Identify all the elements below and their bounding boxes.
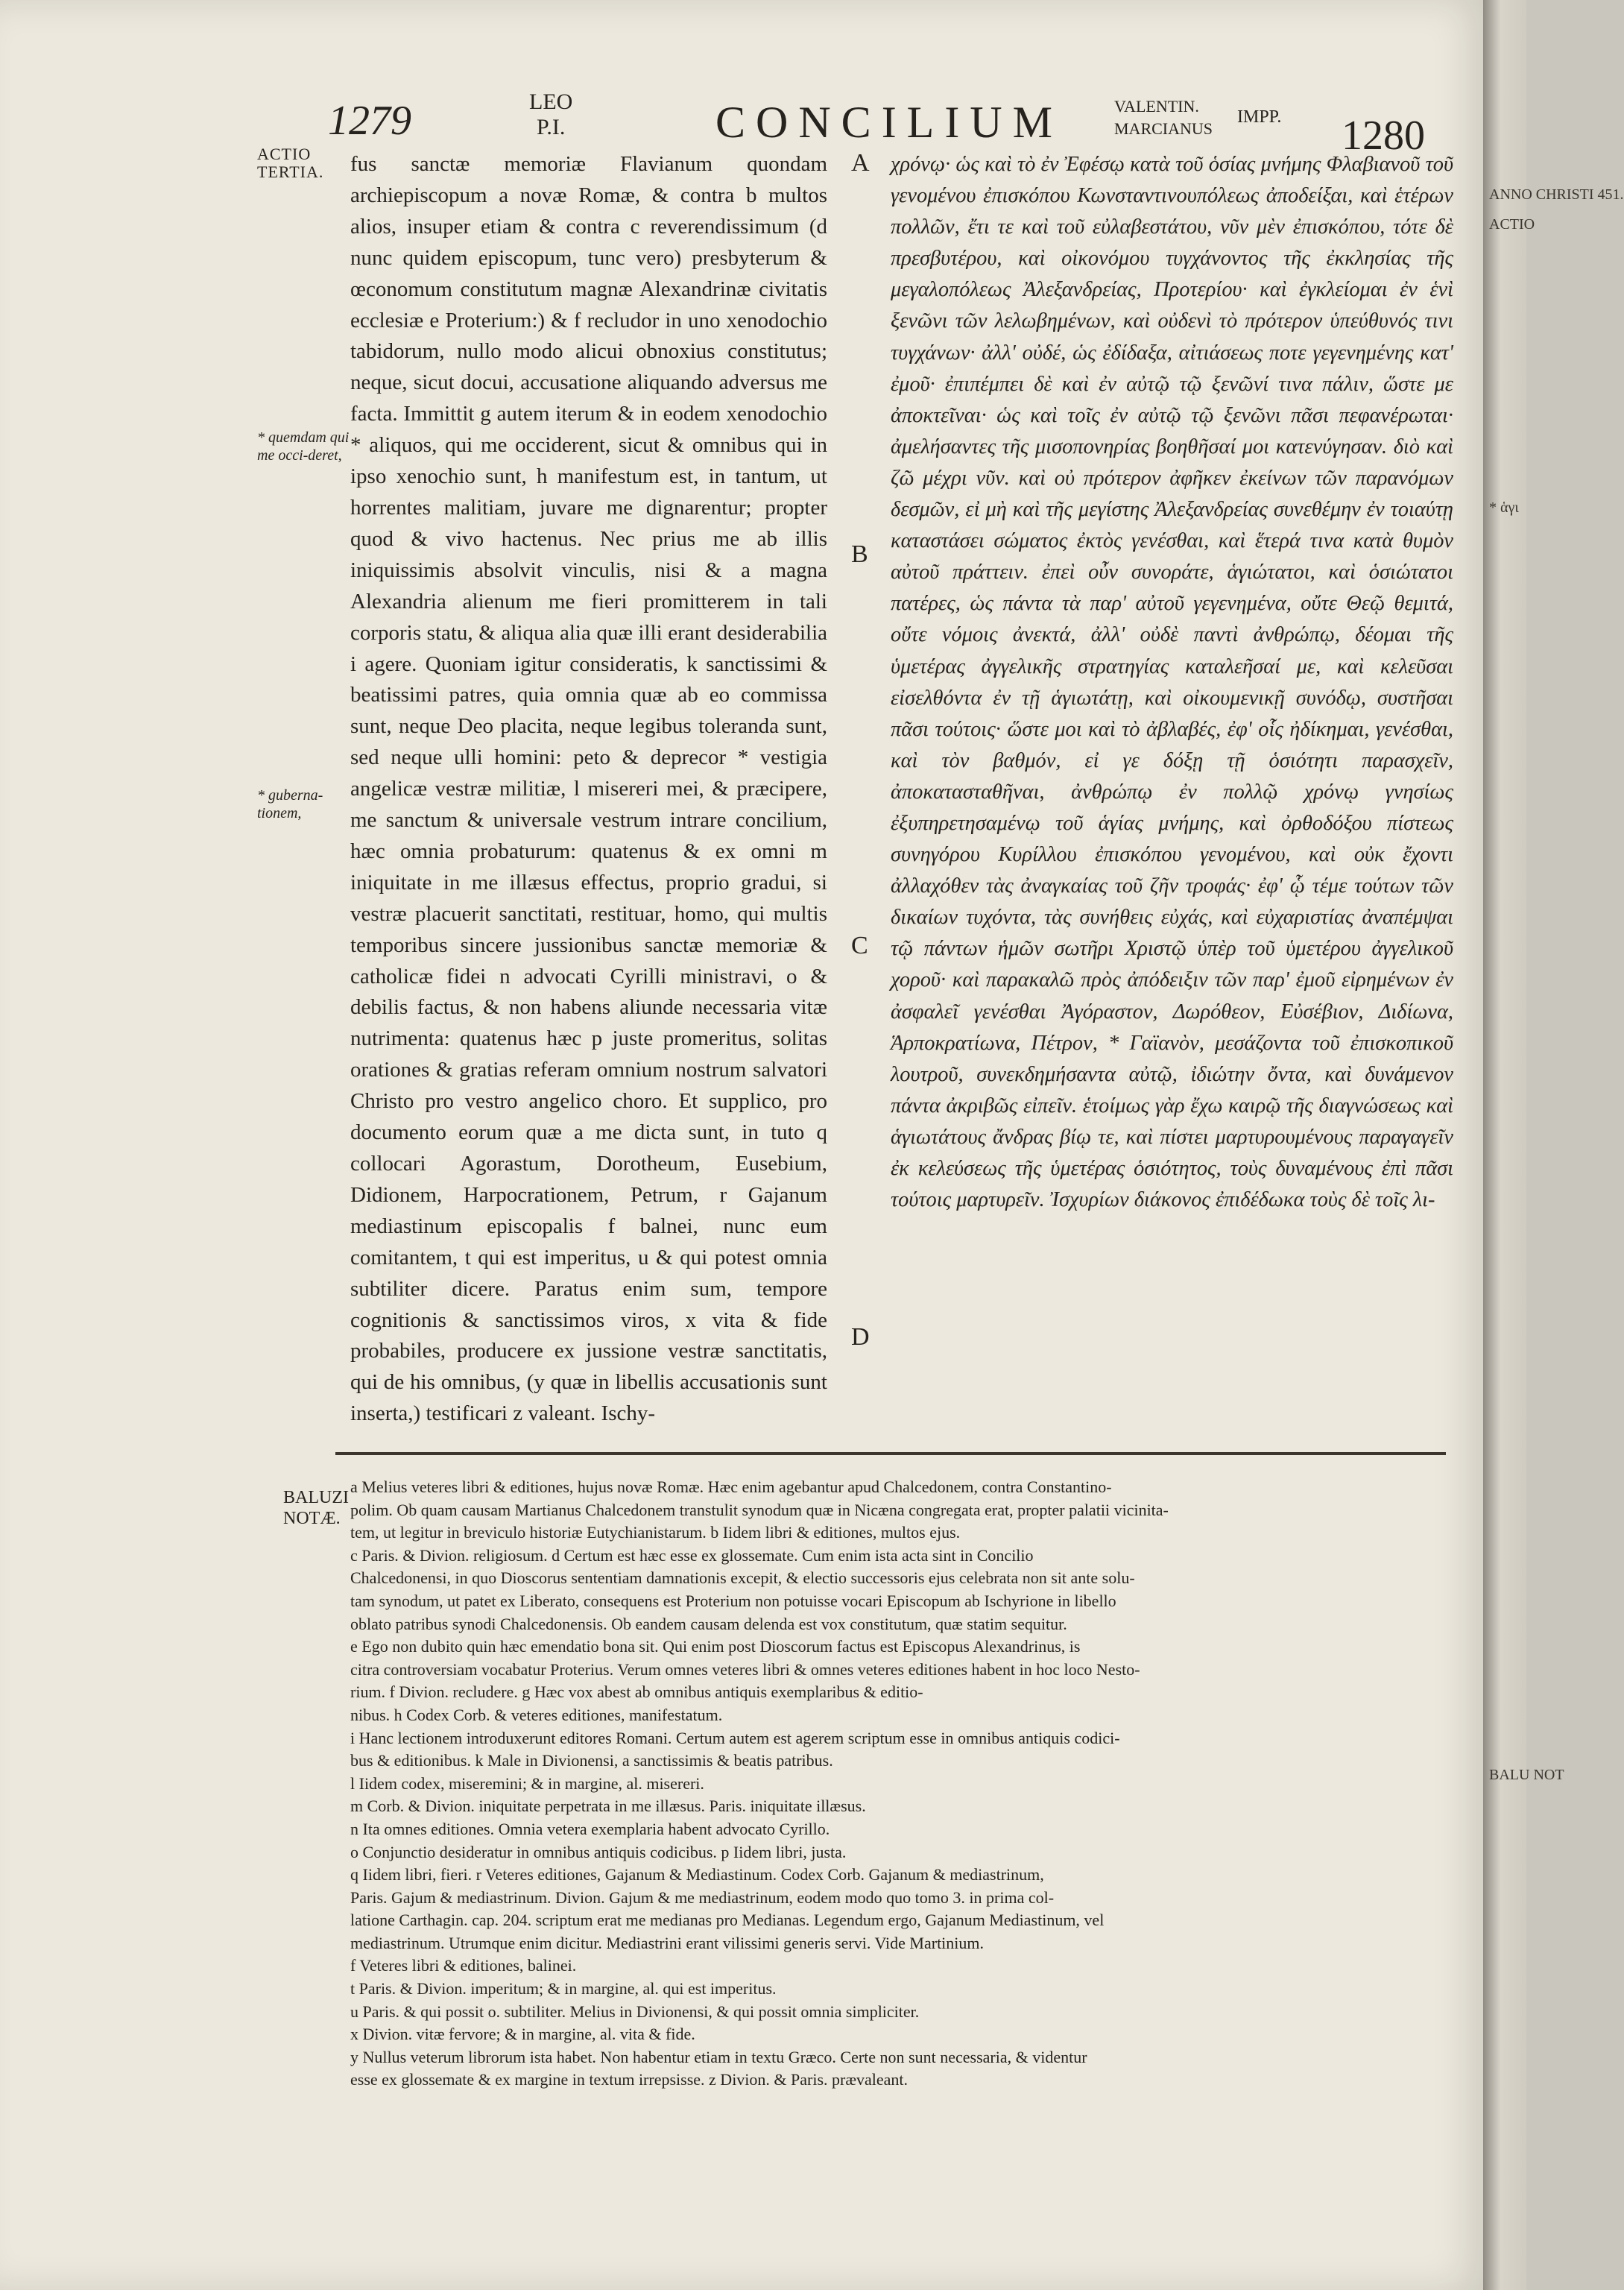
footnote-line: a Melius veteres libri & editiones, hujus novæ Romæ. Hæc enim agebantur apud Chalcedonem, contra Constantino- (350, 1477, 1112, 1496)
footnote-line: x Divion. vitæ fervore; & in margine, al. vita & fide. (350, 2025, 695, 2044)
section-letter-c: C (851, 932, 868, 959)
footnote-line: Paris. Gajum & mediastrinum. Divion. Gajum & me mediastrinum, eodem modo quo tomo 3. in prima col- (350, 1887, 1055, 1907)
footnote-line: oblato patribus synodi Chalcedonensis. Ob eandem causam delenda est vox constitutum, quæ statim sequitur. (350, 1614, 1067, 1633)
pope-number: P.I. (536, 115, 566, 139)
next-page-anno: ANNO CHRISTI 451. (1489, 186, 1624, 203)
footnote-line: n Ita omnes editiones. Omnia vetera exemplaria habent advocato Cyrillo. (350, 1819, 830, 1838)
section-letter-a: A (851, 149, 870, 177)
pope-label (529, 89, 572, 140)
section-letter-b: B (851, 540, 868, 568)
impp-label: IMPP. (1237, 107, 1282, 127)
footnote-line: citra controversiam vocabatur Proterius. Verum omnes veteres libri & omnes veteres editiones habent in hoc loco Nesto- (350, 1659, 1140, 1679)
page-number-right: 1280 (1342, 113, 1425, 159)
margin-note-quemdam: * quemdam qui me occi-deret, (257, 429, 350, 464)
emperors-label (1114, 95, 1213, 140)
next-page-actio: ACTIO (1489, 216, 1535, 233)
footnote-line: Chalcedonensi, in quo Dioscorus sententiam damnationis excepit, & electio successoris ejus celebrata non sit ante solu- (350, 1568, 1135, 1588)
footnote-rule (335, 1452, 1446, 1455)
running-header (0, 75, 1491, 157)
latin-text: fus sanctæ memoriæ Flavianum quondam archiepiscopum a novæ Romæ, & contra b multos alios, insuper etiam & contra c reverendissimum (d nunc quidem episcopum, tunc vero) presbyterum & œconomum constitutum magnæ Alexandrinæ civitatis ecclesiæ e Proterium:) & f recludor in uno xenodochio tabidorum, nullo modo alicui obnoxius constitutus; neque, sicut docui, accusatione aliquando adversus me facta. Immittit g autem iterum & in eodem xenodochio * aliquos, qui me occiderent, sicut & omnibus qui in ipso xenochio sunt, h manifestum est, in tantum, ut horrentes malitiam, juvare me dignarentur; propter quod & vivo hactenus. Nec prius me ab illis iniquissimis absolvit vinculis, nisi & a magna Alexandria alienum me fieri promitterem in tali corporis statu, & aliqua alia quæ illi erant desiderabilia i agere. Quoniam igitur consideratis, k sanctissimi & beatissimi patres, quia omnia quæ ab eo commissa sunt, neque Deo placita, neque legibus toleranda sunt, sed neque ulli homini: peto & deprecor * vestigia angelicæ vestræ militiæ, l misereri mei, & præcipere, me sanctum & universale vestrum intrare concilium, hæc omnia probaturum: quatenus & ex omni m iniquitate in me illæsus effectus, proprio gradui, si vestræ placuerit sanctitati, restituar, homo, qui multis temporibus sincere jussionibus sanctæ memoriæ & catholicæ fidei n advocati Cyrilli ministravi, o & debilis factus, & non habens aliunde necessaria vitæ nutrimenta: quatenus hæc p juste promeritus, solitas orationes & gratias referam omnium nostrum salvatori Christo pro vestro angelico choro. Et supplico, pro documento eorum quæ a me dicta sunt, in tuto q collocari Agorastum, Dorotheum, Eusebium, Didionem, Harpocrationem, Petrum, r Gajanum mediastinum episcopalis f balnei, nunc eum comitantem, t qui est imperitus, u & qui potest omnia subtiliter dicere. Paratus enim sum, tempore cognitionis & sanctissimos viros, x vita & fide probabiles, producere ex jussione vestræ sanctitatis, qui de his omnibus, (y quæ in libellis accusationis sunt inserta,) testificari z valeant. Ischy- (350, 152, 827, 1426)
margin-note-gubernationem: * guberna-tionem, (257, 787, 323, 821)
greek-text: χρόνῳ· ὡς καὶ τὸ ἐν Ἐφέσῳ κατὰ τοῦ ὁσίας μνήμης Φλαβιανοῦ τοῦ γενομένου ἐπισκόπου Κωνσταντινουπόλεως ἀποδείξαι, καὶ ἑτέρων πολλῶν, ἔτι τε καὶ τοῦ εὐλαβεστάτου, νῦν μὲν ἐπισκόπου, τότε δὲ πρεσβυτέρου, καὶ οἰκονόμου τυγχάνοντος τῆς ἐκκλησίας τῆς μεγαλοπόλεως Ἀλεξανδρείας, Προτερίου· καὶ ἐγκλείομαι ἐν ἑνὶ ξενῶνι τῶν λελωβημένων, καὶ οὐδενὶ τὸ πρότερον ὑπεύθυνός τινι τυγχάνων· ἀλλ' οὐδέ, ὡς ἐδίδαξα, αἰτιάσεως ποτε γεγενημένης κατ' ἐμοῦ· ἐπιπέμπει δὲ καὶ ἐν αὐτῷ τῷ ξενῶνί τινα πάλιν, ὥστε με ἀποκτεῖναι· ὡς καὶ τοῖς ἐν αὐτῷ τῷ ξενῶνι πᾶσι πεφανέρωται· ἀμελήσαντες τῆς μισοπονηρίας βοηθῆσαί μοι κατενύγησαν. διὸ καὶ ζῶ μέχρι νῦν. καὶ οὐ πρότερον ἀφῆκεν ἐκείνων τῶν παρανόμων δεσμῶν, εἰ μὴ καὶ τῆς μεγίστης Ἀλεξανδρείας συνεθέμην ἐν τοιαύτῃ καταστάσει σώματος ἐκτὸς γενέσθαι, καὶ ἕτερά τινα κατὰ θυμὸν αὐτοῦ πράττειν. ἐπεὶ οὖν συνοράτε, ἁγιώτατοι, καὶ ὁσιώτατοι πατέρες, ὡς πάντα τὰ παρ' αὐτοῦ γεγενημένα, οὔτε Θεῷ θεμιτά, οὔτε νόμοις ἀνεκτά, ἀλλ' οὐδὲ παντὶ ἀνθρώπῳ, δέομαι τῆς ὑμετέρας ἀγγελικῆς στρατηγίας καταλεῆσαί με, καὶ κελεῦσαι εἰσελθόντα ἐν τῇ ἁγιωτάτῃ, καὶ οἰκουμενικῇ συνόδῳ, συστῆσαι πᾶσι τούτοις· ὥστε μοι καὶ τὸ ἀβλαβές, ἐφ' οἷς ἠδίκημαι, γενέσθαι, καὶ τὸν βαθμόν, εἰ γε δόξῃ τῇ ὁσιότητι παρασχεῖν, ἀποκατασταθῆναι, ἀνθρώπῳ ἐν πολλῷ χρόνῳ γνησίως ἐξυπηρετησαμένῳ τοῦ ἁγίας μνήμης, καὶ ὀρθοδόξου πίστεως συνηγόρου Κυρίλλου ἐπισκόπου γενομένου, καὶ οὐκ ἔχοντι ἀλλαχόθεν τὰς ἀναγκαίας τοῦ ζῆν τροφάς· ἐφ' ᾧ τέμε τούτων τῶν δικαίων τυχόντα, τὰς συνήθεις εὐχάς, καὶ εὐχαριστίας ἀναπέμψαι τῷ πάντων ἡμῶν σωτῆρι Χριστῷ ὑπὲρ τοῦ ὑμετέρου ἀγγελικοῦ χοροῦ· καὶ παρακαλῶ πρὸς ἀπόδειξιν τῶν παρ' ἐμοῦ εἰρημένων ἐν ἀσφαλεῖ γενέσθαι Ἀγόραστον, Δωρόθεον, Εὐσέβιον, Διδίωνα, Ἁρποκρατίωνα, Πέτρον, * Γαϊανὸν, μεσάζοντα τοῦ ἐπισκοπικοῦ λουτροῦ, συνεκδημήσαντα αὐτῷ, ἰδιώτην ὄντα, καὶ δυνάμενον πάντα ἀκριβῶς εἰπεῖν. ἑτοίμως γὰρ ἔχω καιρῷ τῆς διαγνώσεως καὶ ἁγιωτάτους ἄνδρας βίῳ τε, καὶ πίστει μαρτυρουμένους παραγαγεῖν ἐκ κελεύσεως τῆς ὑμετέρας ὁσιότητος, τοὺς δυναμένους ἐπὶ πᾶσι τούτοις μαρτυρεῖν. Ἰσχυρίων διάκονος ἐπιδέδωκα τοὺς δὲ τοῖς λι- (891, 153, 1453, 1212)
footnote-line: esse ex glossemate & ex margine in textum irrepsisse. z Divion. & Paris. prævaleant. (350, 2070, 909, 2089)
footnote-line: t Paris. & Divion. imperitum; & in margine, al. qui est imperitus. (350, 1979, 777, 1999)
baluzi-line1: BALUZI (283, 1488, 349, 1507)
greek-column (891, 149, 1453, 1216)
page-number-left: 1279 (328, 98, 411, 144)
margin-actio-line1: ACTIO (257, 145, 312, 163)
footnote-line: q Iidem libri, fieri. r Veteres editiones, Gajanum & Mediastinum. Codex Corb. Gajanum & mediastrinum, (350, 1865, 1044, 1884)
footnote-line: mediastrinum. Utrumque enim dicitur. Mediastrini erant vilissimi generis servi. Vide Martinium. (350, 1933, 985, 1952)
baluzi-label (283, 1487, 349, 1529)
running-title: CONCILIUM (715, 98, 1063, 147)
margin-actio (257, 145, 354, 181)
pope-name: LEO (529, 89, 573, 114)
footnote-line: m Corb. & Divion. iniquitate perpetrata in me illæsus. Paris. iniquitate illæsus. (350, 1797, 866, 1816)
footnote-line: y Nullus veterum librorum ista habet. Non habentur etiam in textu Græco. Certe non sunt necessaria, & videntur (350, 2047, 1087, 2066)
footnote-line: rium. f Divion. recludere. g Hæc vox abest ab omnibus antiquis exemplaribus & editio- (350, 1682, 923, 1702)
emperor-1: VALENTIN. (1114, 97, 1199, 116)
footnote-line: c Paris. & Divion. religiosum. d Certum est hæc esse ex glossemate. Cum enim ista acta sint in Concilio (350, 1545, 1034, 1565)
adjacent-page-edge (1483, 0, 1624, 2290)
next-page-baluzi: BALU NOT (1489, 1767, 1564, 1783)
baluzi-line2: NOTÆ. (283, 1509, 341, 1528)
latin-column (350, 149, 827, 1430)
footnote-line: tam synodum, ut patet ex Liberato, consequens est Proterium non potuisse vocari Episcopum ab Ischyrione in libello (350, 1591, 1116, 1610)
section-letter-d: D (851, 1323, 870, 1351)
footnote-line: nibus. h Codex Corb. & veteres editiones, manifestatum. (350, 1705, 723, 1724)
footnote-line: l Iidem codex, miseremini; & in margine, al. misereri. (350, 1773, 704, 1793)
footnote-line: o Conjunctio desideratur in omnibus antiquis codicibus. p Iidem libri, justa. (350, 1842, 847, 1861)
footnote-line: bus & editionibus. k Male in Divionensi, a sanctissimis & beatis patribus. (350, 1751, 833, 1770)
footnotes (350, 1476, 1438, 2092)
footnote-line: u Paris. & qui possit o. subtiliter. Melius in Divionensi, & qui possit omnia simpliciter. (350, 2002, 920, 2021)
footnote-line: polim. Ob quam causam Martianus Chalcedonem transtulit synodum quæ in Nicæna congregata erat, propter palatii vicinita- (350, 1500, 1169, 1519)
footnote-line: e Ego non dubito quin hæc emendatio bona sit. Qui enim post Dioscorum factus est Episcopus Alexandrinus, is (350, 1637, 1081, 1656)
margin-actio-line2: TERTIA. (257, 163, 324, 181)
footnote-line: tem, ut legitur in breviculo historiæ Eutychianistarum. b Iidem libri & editiones, multos ejus. (350, 1523, 961, 1542)
footnote-line: latione Carthagin. cap. 204. scriptum erat me medianas pro Medianas. Legendum ergo, Gajanum Mediastinum, vel (350, 1911, 1105, 1930)
footnote-line: f Veteres libri & editiones, balinei. (350, 1956, 577, 1975)
next-page-glyph: * ἁγι (1489, 499, 1519, 516)
footnote-line: i Hanc lectionem introduxerunt editores Romani. Certum autem est agerem scriptum esse in omnibus antiquis codici- (350, 1728, 1120, 1747)
emperor-2: MARCIANUS (1114, 119, 1213, 138)
